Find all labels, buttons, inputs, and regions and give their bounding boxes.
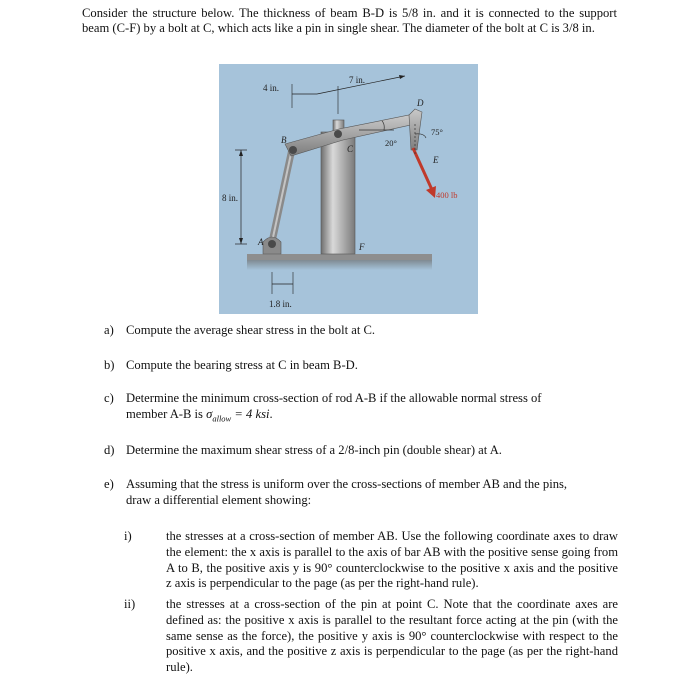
subitem-ii-label: ii) (124, 597, 136, 611)
label-angle-20: 20° (385, 138, 397, 148)
label-point-a: A (258, 237, 264, 247)
ground (247, 254, 432, 260)
question-b-text: Compute the bearing stress at C in beam B-D. (126, 358, 358, 372)
label-load: 400 lb (436, 190, 458, 200)
question-e-line1: Assuming that the stress is uniform over the cross-sections of member AB and the pins, (126, 477, 568, 491)
structure-figure (219, 64, 478, 314)
label-dim-1-8in: 1.8 in. (269, 299, 292, 309)
label-point-c: C (347, 144, 354, 154)
question-a-text: Compute the average shear stress in the bolt at C. (126, 323, 376, 337)
question-b-label: b) (104, 358, 115, 372)
question-c-end: . (269, 407, 273, 422)
question-e-label: e) (104, 477, 114, 491)
question-c-line2 (126, 407, 606, 427)
label-point-e: E (433, 155, 439, 165)
sigma-symbol: σ (206, 407, 213, 422)
ground-shadow (247, 260, 432, 270)
question-e-text (126, 477, 616, 508)
label-point-f: F (359, 242, 365, 252)
pin-b (289, 146, 297, 154)
question-e-line2: draw a differential element showing: (126, 493, 312, 508)
question-d-text: Determine the maximum shear stress of a 2/8-inch pin (double shear) at A. (126, 443, 502, 457)
subitem-i-text: the stresses at a cross-section of member AB. Use the following coordinate axes to draw the element: the x axis is parallel to the axis of bar AB with the positive sense going from A to B, the positive axis y is 90° counterclockwise to the positive x axis and the positive z axis is perpendicular to the page (as per the right-hand rule). (166, 529, 618, 591)
label-angle-75: 75° (431, 127, 443, 137)
question-c-math: = 4 ksi (231, 407, 270, 422)
sigma-allow-symbol (206, 407, 232, 424)
question-c-line2-pre: member A-B is (126, 407, 207, 422)
problem-intro: Consider the structure below. The thickness of beam B-D is 5/8 in. and it is connected to the support beam (C-F) by a bolt at C, which acts like a pin in single shear. The diameter of the bolt at C is 3/8 in. (82, 6, 617, 36)
subitem-i-label: i) (124, 529, 132, 543)
subitem-ii-text: the stresses at a cross-section of the pin at point C. Note that the coordinate axes are defined as: the positive x axis is parallel to the resultant force acting at the pin (with the same sense as the force), the positive y axis is 90° counterclockwise with respect to the positive x axis, and the positive z axis is perpendicular to the page (as per the right-hand rule). (166, 597, 618, 675)
structure-diagram (219, 64, 478, 314)
label-point-b: B (281, 135, 287, 145)
question-a-label: a) (104, 323, 114, 337)
label-point-d: D (417, 98, 424, 108)
pin-c (334, 130, 342, 138)
label-dim-4in: 4 in. (263, 83, 280, 93)
label-dim-8in: 8 in. (222, 193, 239, 203)
question-c-text (126, 391, 606, 427)
pin-a (268, 240, 276, 248)
label-dim-7in: 7 in. (349, 75, 366, 85)
question-c-label: c) (104, 391, 114, 405)
question-d-label: d) (104, 443, 115, 457)
question-c-line1: Determine the minimum cross-section of rod A-B if the allowable normal stress of (126, 391, 542, 405)
sigma-subscript: allow (212, 413, 232, 424)
